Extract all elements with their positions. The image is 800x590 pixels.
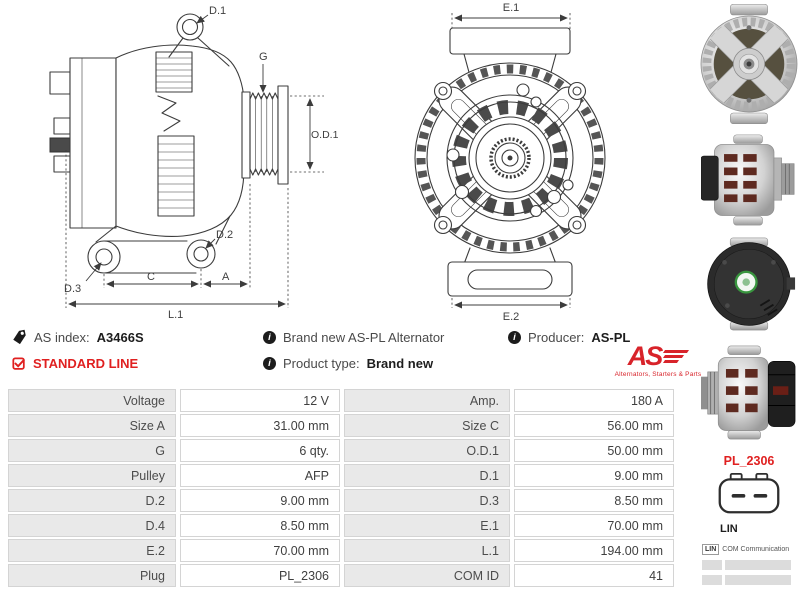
info-icon: i xyxy=(508,331,521,344)
spec-value: 70.00 mm xyxy=(180,539,340,562)
product-photo-angled[interactable] xyxy=(701,342,797,444)
spec-label: Amp. xyxy=(344,389,510,412)
tag-icon xyxy=(11,329,29,347)
spec-label: E.1 xyxy=(344,514,510,537)
dim-label-a: A xyxy=(222,271,230,283)
spec-label: D.2 xyxy=(8,489,176,512)
spec-label: O.D.1 xyxy=(344,439,510,462)
spec-label: Size A xyxy=(8,414,176,437)
dim-label-e1: E.1 xyxy=(502,2,520,14)
spec-label: Size C xyxy=(344,414,510,437)
dim-label-od1: O.D.1 xyxy=(311,129,339,141)
as-pl-logo-stripes xyxy=(664,350,688,363)
product-photo-side[interactable] xyxy=(701,134,797,226)
dim-label-e2: E.2 xyxy=(502,311,520,322)
technical-drawing-side-view xyxy=(0,0,340,322)
terminal-block xyxy=(50,138,70,152)
info-icon: i xyxy=(263,357,276,370)
dim-label-c: C xyxy=(147,271,155,283)
checkbox-checked-icon xyxy=(12,357,26,371)
product-sidebar xyxy=(700,4,798,585)
product-photo-rear[interactable] xyxy=(702,236,796,332)
spec-label: D.4 xyxy=(8,514,176,537)
spec-label: COM ID xyxy=(344,564,510,587)
com-key: LIN xyxy=(702,544,719,555)
spec-value: 41 xyxy=(514,564,674,587)
spec-label: Plug xyxy=(8,564,176,587)
com-row xyxy=(702,544,798,555)
spec-value: 9.00 mm xyxy=(514,464,674,487)
spec-value: 50.00 mm xyxy=(514,439,674,462)
brand-new-text: Brand new AS-PL Alternator xyxy=(283,330,445,345)
standard-line xyxy=(12,356,138,371)
spec-label: E.2 xyxy=(8,539,176,562)
placeholder-row xyxy=(702,560,798,570)
as-index-value: A3466S xyxy=(96,330,144,345)
dim-label-d2: D.2 xyxy=(216,229,234,241)
placeholder-row xyxy=(702,575,798,585)
spec-value: PL_2306 xyxy=(180,564,340,587)
producer-label: Producer: xyxy=(528,330,585,345)
brand-new-note xyxy=(263,330,444,345)
spec-value: 12 V xyxy=(180,389,340,412)
spec-value: 9.00 mm xyxy=(180,489,340,512)
technical-drawing-front-view xyxy=(340,0,692,322)
product-type-value: Brand new xyxy=(366,356,434,371)
spec-label: D.1 xyxy=(344,464,510,487)
spec-value: AFP xyxy=(180,464,340,487)
spec-value: 194.00 mm xyxy=(514,539,674,562)
dim-label-l1: L.1 xyxy=(168,309,184,321)
spec-table xyxy=(8,389,674,587)
spec-label: D.3 xyxy=(344,489,510,512)
spec-value: 180 A xyxy=(514,389,674,412)
producer-value: AS-PL xyxy=(591,330,631,345)
info-icon: i xyxy=(263,331,276,344)
as-index xyxy=(12,330,144,345)
spec-value: 70.00 mm xyxy=(514,514,674,537)
plug-connector-icon xyxy=(717,472,781,516)
spec-label: G xyxy=(8,439,176,462)
spec-label: L.1 xyxy=(344,539,510,562)
spec-value: 56.00 mm xyxy=(514,414,674,437)
dim-label-d1: D.1 xyxy=(209,5,227,17)
standard-line-label: STANDARD LINE xyxy=(33,356,139,371)
product-type-label: Product type: xyxy=(283,356,360,371)
plug-connector-type: LIN xyxy=(720,523,738,535)
spec-label: Voltage xyxy=(8,389,176,412)
com-value: COM Communication xyxy=(722,546,790,553)
spec-value: 31.00 mm xyxy=(180,414,340,437)
as-index-label: AS index: xyxy=(34,330,90,345)
spec-label: Pulley xyxy=(8,464,176,487)
as-pl-logo-tagline: Alternators, Starters & Parts xyxy=(614,371,702,378)
com-table xyxy=(702,544,798,585)
as-pl-logo xyxy=(612,342,704,378)
spec-value: 6 qty. xyxy=(180,439,340,462)
dim-label-d3: D.3 xyxy=(64,283,82,295)
spec-value: 8.50 mm xyxy=(180,514,340,537)
product-photo-front[interactable] xyxy=(700,4,798,124)
spec-value: 8.50 mm xyxy=(514,489,674,512)
dim-label-g: G xyxy=(259,51,268,63)
product-type xyxy=(263,356,433,371)
as-pl-logo-text: AS xyxy=(627,341,662,371)
plug-name: PL_2306 xyxy=(723,454,775,468)
